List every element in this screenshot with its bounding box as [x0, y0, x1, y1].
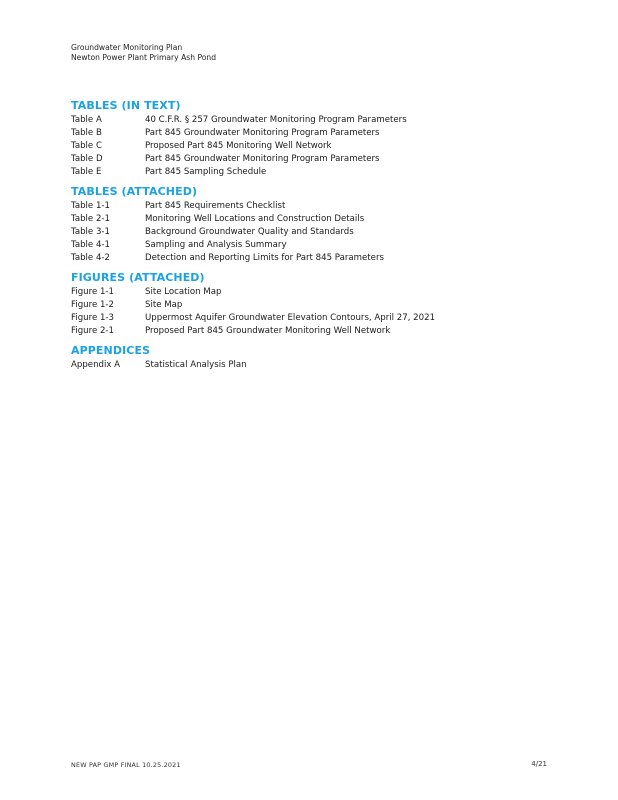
item-number: Table A	[71, 115, 102, 125]
section-title: APPENDICES	[71, 344, 151, 357]
list-item	[71, 239, 571, 252]
item-title: Monitoring Well Locations and Construction Details	[145, 214, 365, 224]
item-title: Part 845 Sampling Schedule	[145, 167, 267, 177]
footer-document-id: NEW PAP GMP FINAL 10.25.2021	[71, 761, 181, 769]
list-item	[71, 200, 571, 213]
list-item	[71, 325, 571, 338]
item-number: Table E	[71, 167, 102, 177]
list-item	[71, 312, 571, 325]
item-number: Table 4-2	[71, 253, 110, 263]
list-item	[71, 127, 571, 140]
section-appendices	[71, 344, 571, 372]
list-item	[71, 286, 571, 299]
list-of-contents	[71, 99, 571, 378]
item-number: Figure 1-1	[71, 287, 115, 297]
page-header	[71, 43, 216, 63]
list-item	[71, 252, 571, 265]
item-title: Statistical Analysis Plan	[145, 360, 247, 370]
list-item	[71, 140, 571, 153]
section-title: TABLES (ATTACHED)	[71, 185, 198, 198]
item-title: Background Groundwater Quality and Standards	[145, 227, 354, 237]
item-number: Figure 2-1	[71, 326, 115, 336]
list-item	[71, 226, 571, 239]
item-number: Appendix A	[71, 360, 121, 370]
item-number: Figure 1-3	[71, 313, 115, 323]
list-item	[71, 299, 571, 312]
item-number: Table C	[71, 141, 102, 151]
list-item	[71, 213, 571, 226]
item-title: Proposed Part 845 Groundwater Monitoring Well Network	[145, 326, 391, 336]
item-title: Part 845 Groundwater Monitoring Program Parameters	[145, 128, 380, 138]
item-number: Figure 1-2	[71, 300, 115, 310]
section-tables-in-text	[71, 99, 571, 179]
item-number: Table 1-1	[71, 201, 110, 211]
list-item	[71, 114, 571, 127]
section-tables-attached	[71, 185, 571, 265]
list-item	[71, 359, 571, 372]
item-title: Site Location Map	[145, 287, 222, 297]
item-number: Table B	[71, 128, 102, 138]
item-title: Part 845 Requirements Checklist	[145, 201, 286, 211]
list-item	[71, 153, 571, 166]
item-number: Table 3-1	[71, 227, 110, 237]
item-number: Table D	[71, 154, 103, 164]
page-number: 4/21	[531, 760, 547, 768]
item-title: 40 C.F.R. § 257 Groundwater Monitoring Program Parameters	[145, 115, 407, 125]
section-title: FIGURES (ATTACHED)	[71, 271, 205, 284]
list-item	[71, 166, 571, 179]
item-title: Sampling and Analysis Summary	[145, 240, 287, 250]
item-title: Proposed Part 845 Monitoring Well Network	[145, 141, 332, 151]
item-number: Table 4-1	[71, 240, 110, 250]
header-site-name: Newton Power Plant Primary Ash Pond	[71, 53, 217, 62]
item-title: Detection and Reporting Limits for Part 845 Parameters	[145, 253, 384, 263]
header-document-title: Groundwater Monitoring Plan	[71, 43, 183, 52]
section-figures-attached	[71, 271, 571, 338]
section-title: TABLES (IN TEXT)	[71, 99, 181, 112]
item-number: Table 2-1	[71, 214, 110, 224]
item-title: Part 845 Groundwater Monitoring Program Parameters	[145, 154, 380, 164]
item-title: Site Map	[145, 300, 183, 310]
item-title: Uppermost Aquifer Groundwater Elevation Contours, April 27, 2021	[145, 313, 436, 323]
